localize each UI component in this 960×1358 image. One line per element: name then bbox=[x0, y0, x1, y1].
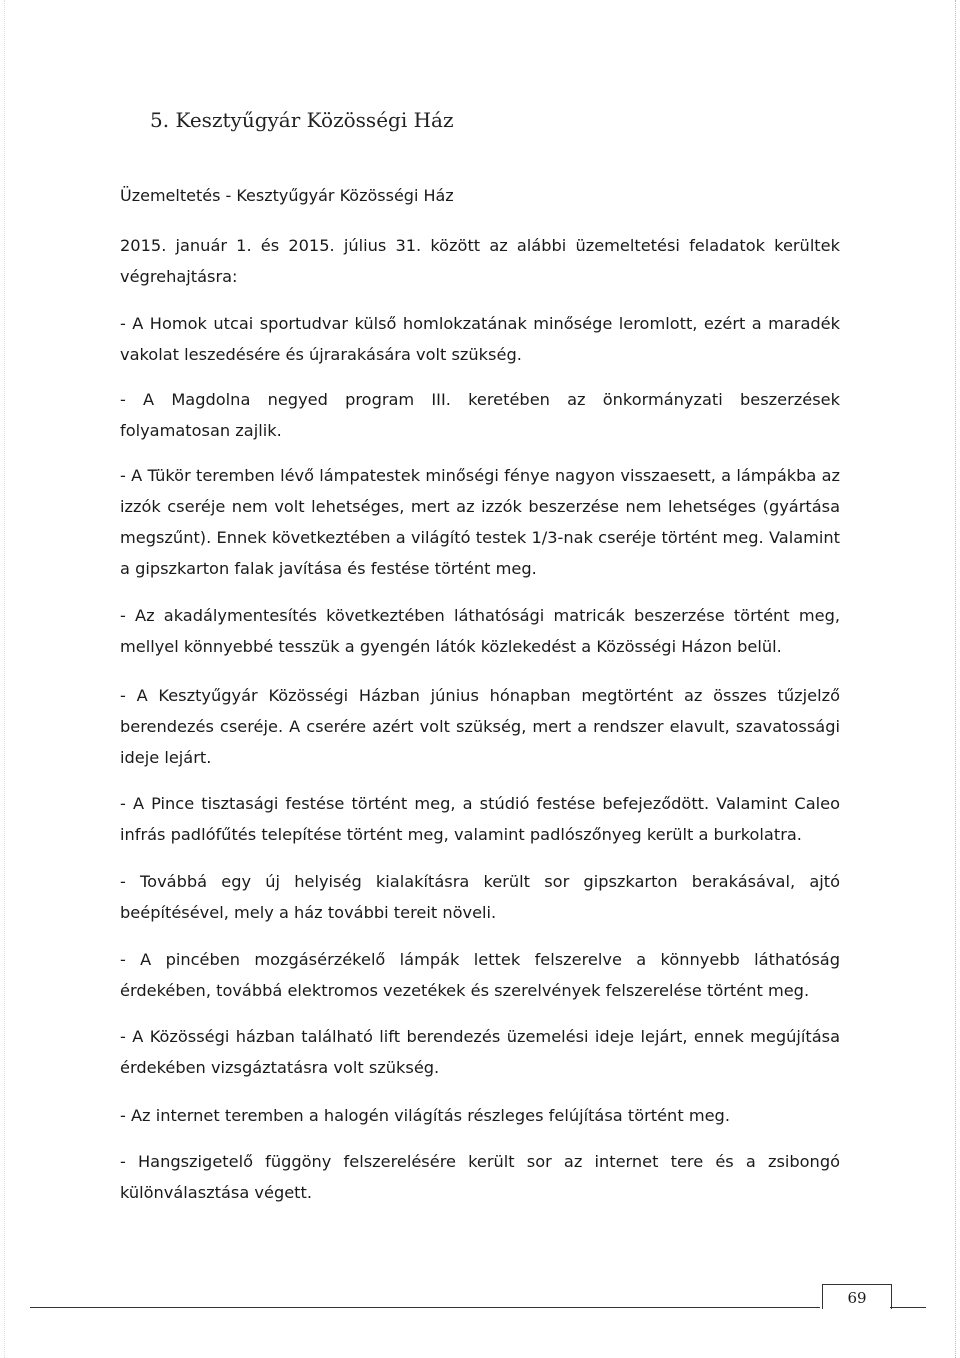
scan-edge-left bbox=[4, 0, 5, 1358]
paragraph-intro: 2015. január 1. és 2015. július 31. között az alábbi üzemeltetési feladatok kerültek végrehajtásra: bbox=[120, 236, 840, 286]
section-heading: 5. Kesztyűgyár Közösségi Ház bbox=[150, 108, 454, 132]
paragraph-item: - Hangszigetelő függöny felszerelésére került sor az internet tere és a zsibongó különválasztása végett. bbox=[120, 1152, 840, 1202]
footer-rule bbox=[30, 1307, 820, 1308]
paragraph-item: - A Pince tisztasági festése történt meg, a stúdió festése befejeződött. Valamint Caleo infrás padlófűtés telepítése történt meg, valamint padlószőnyeg került a burkolatra. bbox=[120, 794, 840, 844]
paragraph-item: - A Homok utcai sportudvar külső homlokzatának minősége leromlott, ezért a maradék vakolat leszedésére és újrarakására volt szükség. bbox=[120, 314, 840, 364]
paragraph-item: - A Tükör teremben lévő lámpatestek minőségi fénye nagyon visszaesett, a lámpákba az izzók cseréje nem volt lehetséges, mert az izzók beszerzése nem lehetséges (gyártása megszűnt). Ennek következtében a világító testek 1/3-nak cseréje történt meg. Valamint a gipszkarton falak javítása és festése történt meg. bbox=[120, 466, 840, 578]
paragraph-item: - A Közösségi házban található lift berendezés üzemelési ideje lejárt, ennek megújítása érdekében vizsgáztatásra volt szükség. bbox=[120, 1027, 840, 1077]
scan-edge-right bbox=[955, 0, 956, 1358]
paragraph-item: - A Kesztyűgyár Közösségi Házban június hónapban megtörtént az összes tűzjelző berendezés cseréje. A cserére azért volt szükség, mert a rendszer elavult, szavatossági ideje lejárt. bbox=[120, 686, 840, 767]
page-number: 69 bbox=[822, 1284, 892, 1309]
paragraph-item: - Továbbá egy új helyiség kialakításra került sor gipszkarton berakásával, ajtó beépítésével, mely a ház további tereit növeli. bbox=[120, 872, 840, 922]
paragraph-item: - A Magdolna negyed program III. keretében az önkormányzati beszerzések folyamatosan zajlik. bbox=[120, 390, 840, 440]
paragraph-item: - Az akadálymentesítés következtében láthatósági matricák beszerzése történt meg, mellyel könnyebbé tesszük a gyengén látók közlekedést a Közösségi Házon belül. bbox=[120, 606, 840, 656]
footer-rule-right bbox=[890, 1307, 926, 1308]
paragraph-item: - Az internet teremben a halogén világítás részleges felújítása történt meg. bbox=[120, 1106, 730, 1125]
paragraph-item: - A pincében mozgásérzékelő lámpák lettek felszerelve a könnyebb láthatóság érdekében, továbbá elektromos vezetékek és szerelvények felszerelése történt meg. bbox=[120, 950, 840, 1000]
section-subheading: Üzemeltetés - Kesztyűgyár Közösségi Ház bbox=[120, 186, 454, 205]
